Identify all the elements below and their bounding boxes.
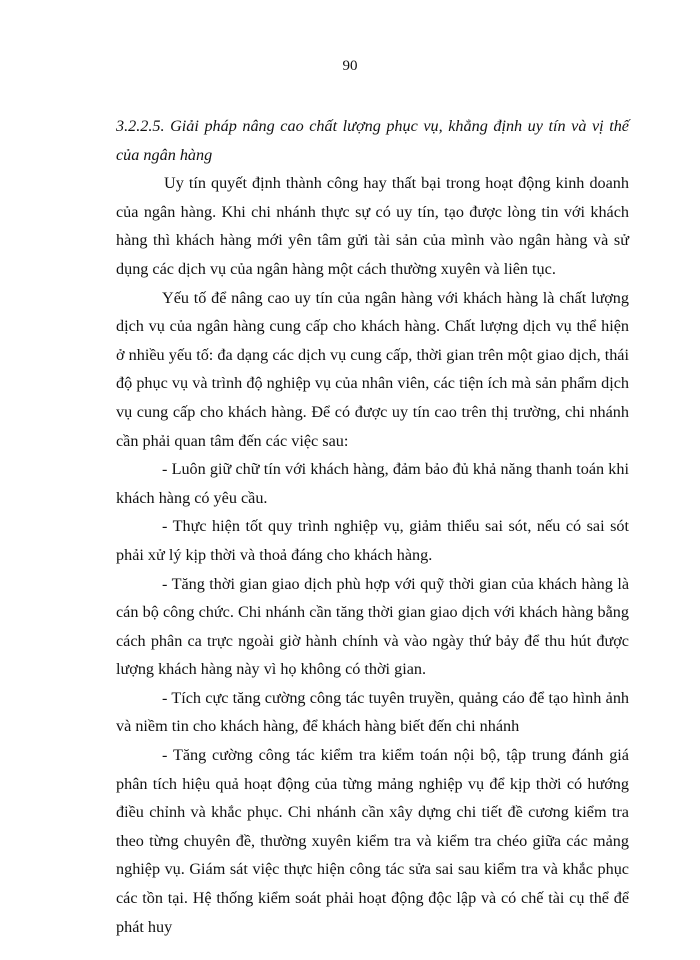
list-item-extend-hours: - Tăng thời gian giao dịch phù hợp với quỹ thời gian của khách hàng là cán bộ công chức. Chi nhánh cần tăng thời gian giao dịch với khách hàng bằng cách phân ca trực ngoài giờ hành chính và vào ngày thứ bảy để thu hút được lượng khách hàng này vì họ không có thời gian. — [116, 574, 629, 679]
list-item-promotion: - Tích cực tăng cường công tác tuyên truyền, quảng cáo để tạo hình ảnh và niềm tin cho khách hàng, để khách hàng biết đến chi nhánh — [116, 688, 629, 736]
paragraph-reputation-importance: Uy tín quyết định thành công hay thất bại trong hoạt động kinh doanh của ngân hàng. Khi chi nhánh thực sự có uy tín, tạo được lòng tin với khách hàng thì khách hàng mới yên tâm gửi tài sản của mình vào ngân hàng và sử dụng các dịch vụ của ngân hàng một cách thường xuyên và liên tục. — [116, 174, 629, 278]
paragraph-service-quality: Yếu tố để nâng cao uy tín của ngân hàng với khách hàng là chất lượng dịch vụ của ngân hàng cung cấp cho khách hàng. Chất lượng dịch vụ thể hiện ở nhiều yếu tố: đa dạng các dịch vụ cung cấp, thời gian trên một giao dịch, thái độ phục vụ và trình độ nghiệp vụ của nhân viên, các tiện ích mà sản phẩm dịch vụ cung cấp cho khách hàng. Để có được uy tín cao trên thị trường, chi nhánh cần phải quan tâm đến các việc sau: — [116, 288, 629, 450]
list-item-internal-audit: - Tăng cường công tác kiểm tra kiểm toán nội bộ, tập trung đánh giá phân tích hiệu quả hoạt động của từng mảng nghiệp vụ để kịp thời có hướng điều chỉnh và khắc phục. Chi nhánh cần xây dựng chi tiết đề cương kiểm tra theo từng chuyên đề, thường xuyên kiểm tra và kiểm tra chéo giữa các mảng nghiệp vụ. Giám sát việc thực hiện công tác sửa sai sau kiểm tra và khắc phục các tồn tại. Hệ thống kiểm soát phải hoạt động độc lập và có chế tài cụ thể để phát huy — [116, 746, 629, 936]
list-item-process-quality: - Thực hiện tốt quy trình nghiệp vụ, giảm thiểu sai sót, nếu có sai sót phải xử lý kịp thời và thoả đáng cho khách hàng. — [116, 517, 629, 564]
page-number: 90 — [342, 58, 358, 74]
section-heading: 3.2.2.5. Giải pháp nâng cao chất lượng phục vụ, khẳng định uy tín và vị thế của ngân hàng — [116, 117, 629, 164]
list-item-keep-trust: - Luôn giữ chữ tín với khách hàng, đảm bảo đủ khả năng thanh toán khi khách hàng có yêu cầu. — [116, 460, 629, 507]
page-content — [116, 112, 629, 941]
